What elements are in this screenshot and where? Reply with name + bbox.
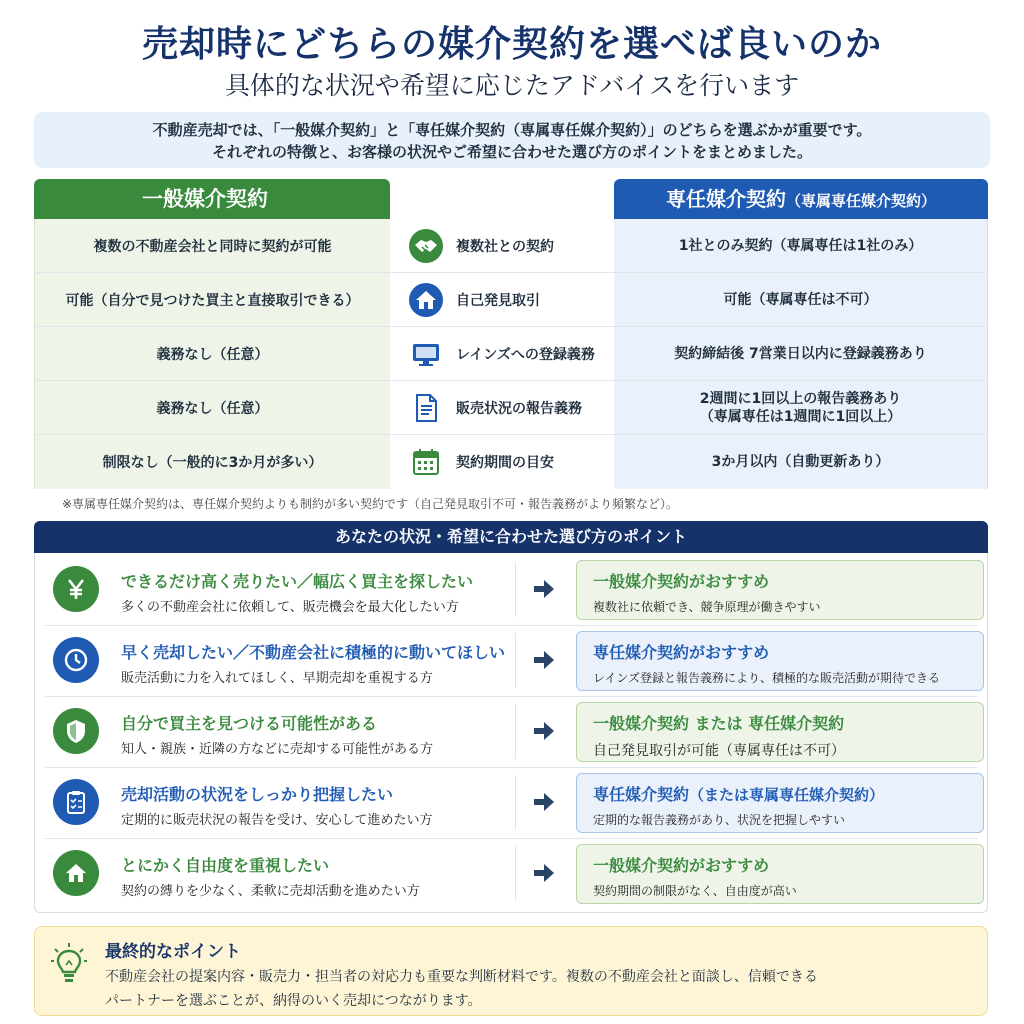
general-cell: 義務なし（任意） [34,327,390,380]
point-desc: 多くの不動産会社に依頼して、販売機会を最大化したい方 [121,600,459,615]
recommendation-title: 一般媒介契約がおすすめ [593,572,770,591]
item-label: 販売状況の報告義務 [456,400,582,417]
divider [515,633,516,688]
footnote: ※専属専任媒介契約は、専任媒介契約よりも制約が多い契約です（自己発見取引不可・報告義務がより頻繁など）。 [62,497,679,511]
recommendation-box [576,773,984,833]
exclusive-header-main: 専任媒介契約 [665,187,786,211]
exclusive-contract-header [614,179,988,219]
comparison-row [34,219,988,273]
recommendation-desc: 定期的な報告義務があり、状況を把握しやすい [593,813,846,827]
recommendation-title: 専任媒介契約がおすすめ [593,643,770,662]
general-cell: 可能（自分で見つけた買主と直接取引できる） [34,273,390,326]
intro-box [34,112,990,168]
calendar-icon [408,444,444,480]
item-cell [390,219,614,272]
recommendation-title [593,782,983,805]
general-contract-header: 一般媒介契約 [34,179,390,219]
intro-line-2: それぞれの特徴と、お客様の状況やご希望に合わせた選び方のポイントをまとめました。 [211,143,812,161]
point-title: 売却活動の状況をしっかり把握したい [121,785,394,804]
recommendation-sub: （または専属専任媒介契約） [689,786,885,804]
point-row [35,767,987,838]
point-row [35,625,987,696]
points-panel [34,553,988,913]
divider [515,846,516,901]
page-title: 売却時にどちらの媒介契約を選べば良いのか [141,24,882,65]
point-title: とにかく自由度を重視したい [121,856,330,875]
monitor-icon [408,336,444,372]
divider [515,704,516,759]
comparison-row [34,435,988,489]
exclusive-text: 1社とのみ契約（専属専任は1社のみ） [678,237,923,254]
lightbulb-icon [49,941,89,987]
recommendation-box [576,560,984,620]
document-icon [408,390,444,426]
comparison-row [34,327,988,381]
arrow-right-icon [531,647,557,673]
item-label: 複数社との契約 [456,238,554,255]
recommendation-box [576,844,984,904]
final-point-text [105,965,975,1013]
item-cell [390,435,614,489]
divider [515,562,516,617]
recommendation-desc: レインズ登録と報告義務により、積極的な販売活動が期待できる [593,671,941,685]
arrow-right-icon [531,718,557,744]
home-icon [53,850,99,896]
arrow-right-icon [531,860,557,886]
point-desc: 知人・親族・近隣の方などに売却する可能性がある方 [121,742,434,757]
exclusive-cell [614,327,988,380]
arrow-right-icon [531,576,557,602]
recommendation-title: 一般媒介契約 または 専任媒介契約 [593,714,845,733]
points-header: あなたの状況・希望に合わせた選び方のポイント [34,521,988,553]
exclusive-subtext: （専属専任は1週間に1回以上） [699,408,902,425]
item-cell [390,327,614,380]
item-cell [390,273,614,326]
point-desc: 契約の縛りを少なく、柔軟に売却活動を進めたい方 [121,884,420,899]
item-cell [390,381,614,434]
exclusive-cell [614,381,988,434]
general-cell: 制限なし（一般的に3か月が多い） [34,435,390,489]
recommendation-title: 一般媒介契約がおすすめ [593,856,770,875]
house-icon [408,282,444,318]
comparison-table [34,219,988,489]
recommendation-desc: 複数社に依頼でき、競争原理が働きやすい [593,600,821,614]
final-point-box [34,926,988,1016]
handshake-icon [408,228,444,264]
comparison-row [34,381,988,435]
intro-line-1: 不動産売却では、「一般媒介契約」と「専任媒介契約（専属専任媒介契約）」のどちらを選ぶかが重要です。 [152,121,872,139]
final-point-title: 最終的なポイント [105,942,241,962]
exclusive-header-sub: （専属専任媒介契約） [785,192,936,210]
recommendation-box [576,631,984,691]
final-line-1: 不動産会社の提案内容・販売力・担当者の対応力も重要な判断材料です。複数の不動産会社と面談し、信頼できる [105,969,818,985]
point-title: 早く売却したい／不動産会社に積極的に動いてほしい [121,643,506,662]
exclusive-text: 可能（専属専任は不可） [723,291,878,308]
point-desc: 定期的に販売状況の報告を受け、安心して進めたい方 [121,813,433,828]
item-label: 自己発見取引 [456,292,540,309]
clipboard-icon [53,779,99,825]
comparison-row [34,273,988,327]
arrow-right-icon [531,789,557,815]
exclusive-cell [614,273,988,326]
divider [515,775,516,830]
exclusive-cell [614,435,988,489]
final-line-2: パートナーを選ぶことが、納得のいく売却につながります。 [105,993,482,1009]
point-row [35,554,987,625]
recommendation-desc: 自己発見取引が可能（専属専任は不可） [593,743,845,759]
point-row [35,696,987,767]
point-title: 自分で買主を見つける可能性がある [121,714,378,733]
general-cell: 義務なし（任意） [34,381,390,434]
exclusive-text: 3か月以内（自動更新あり） [711,454,890,470]
yen-icon [53,566,99,612]
point-row [35,838,987,909]
recommendation-main: 専任媒介契約 [593,785,690,804]
page-subtitle: 具体的な状況や希望に応じたアドバイスを行います [224,71,800,100]
exclusive-cell [614,219,988,272]
recommendation-box [576,702,984,762]
point-desc: 販売活動に力を入れてほしく、早期売却を重視する方 [121,671,433,686]
shield-icon [53,708,99,754]
clock-icon [53,637,99,683]
recommendation-desc: 契約期間の制限がなく、自由度が高い [593,884,797,898]
point-title: できるだけ高く売りたい／幅広く買主を探したい [121,572,474,591]
item-label: 契約期間の目安 [456,455,554,471]
exclusive-text: 契約締結後 7営業日以内に登録義務あり [674,345,927,362]
exclusive-text: 2週間に1回以上の報告義務あり [699,390,902,407]
item-label: レインズへの登録義務 [456,346,595,363]
general-cell: 複数の不動産会社と同時に契約が可能 [34,219,390,272]
